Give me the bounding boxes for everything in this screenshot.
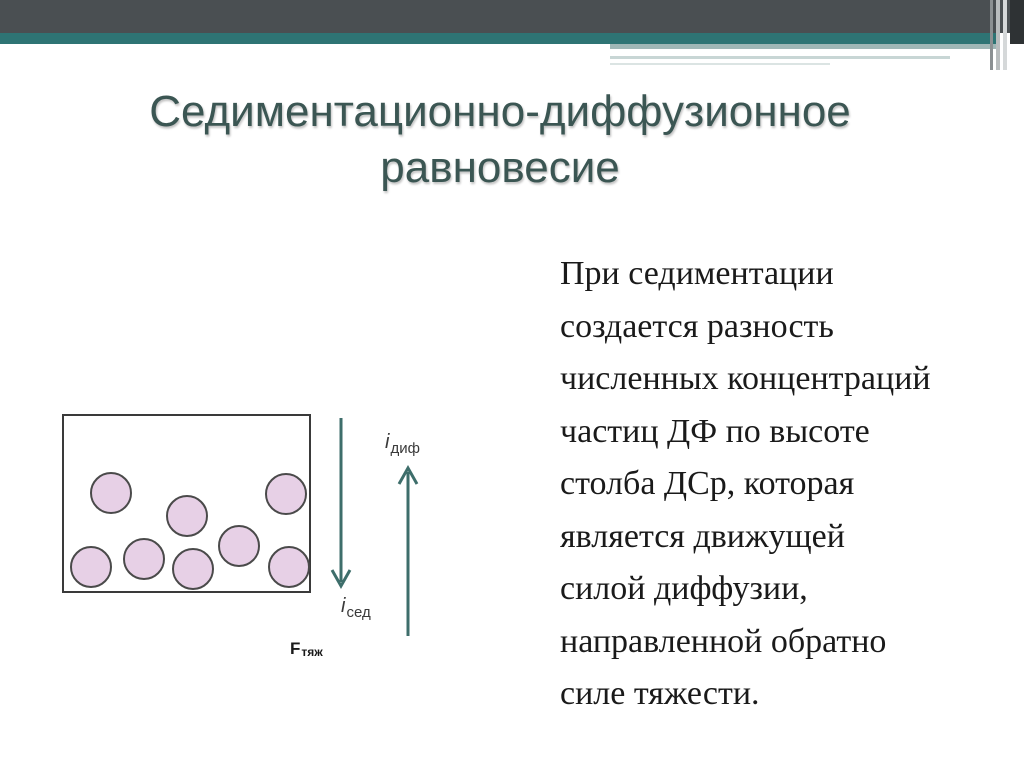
body-line: силе тяжести. [560, 675, 760, 712]
particle [173, 549, 213, 589]
header-edge-line-2 [996, 0, 1000, 70]
header-decoration [0, 0, 1024, 80]
body-line: силой диффузии, [560, 570, 808, 607]
particle [71, 547, 111, 587]
header-teal-bar [0, 33, 1000, 44]
body-line: создается разность [560, 307, 834, 345]
header-light-strip-3 [610, 63, 830, 65]
header-edge-line [990, 0, 993, 70]
header-edge-dark [1010, 0, 1024, 44]
body-line: частиц ДФ по высоте [560, 412, 870, 450]
header-dark-bar [0, 0, 1024, 33]
slide-title [0, 84, 1000, 196]
particle [124, 539, 164, 579]
particle [167, 496, 207, 536]
label-f-gravity: Fтяж [290, 639, 323, 659]
header-light-strip [610, 44, 1000, 49]
slide-title-line-2: равновесие [380, 143, 620, 192]
particle [269, 547, 309, 587]
slide-title-line-1: Седиментационно-диффузионное [149, 87, 851, 136]
body-line: направленной обратно [560, 622, 887, 660]
slide-body-text [560, 248, 1010, 721]
label-i-dif: $i_{диф}$ [385, 431, 420, 457]
header-edge-line-3 [1003, 0, 1007, 70]
label-i-sed: $i_{сед}$ [341, 595, 371, 621]
particle [266, 474, 306, 514]
body-line: численных концентраций [560, 360, 931, 397]
body-line: столба ДСр, которая [560, 465, 855, 502]
body-line: является движущей [560, 517, 845, 555]
particle [91, 473, 131, 513]
body-line: При седиментации [560, 255, 834, 292]
particle [219, 526, 259, 566]
header-light-strip-2 [610, 56, 950, 59]
sedimentation-diagram [0, 380, 500, 680]
